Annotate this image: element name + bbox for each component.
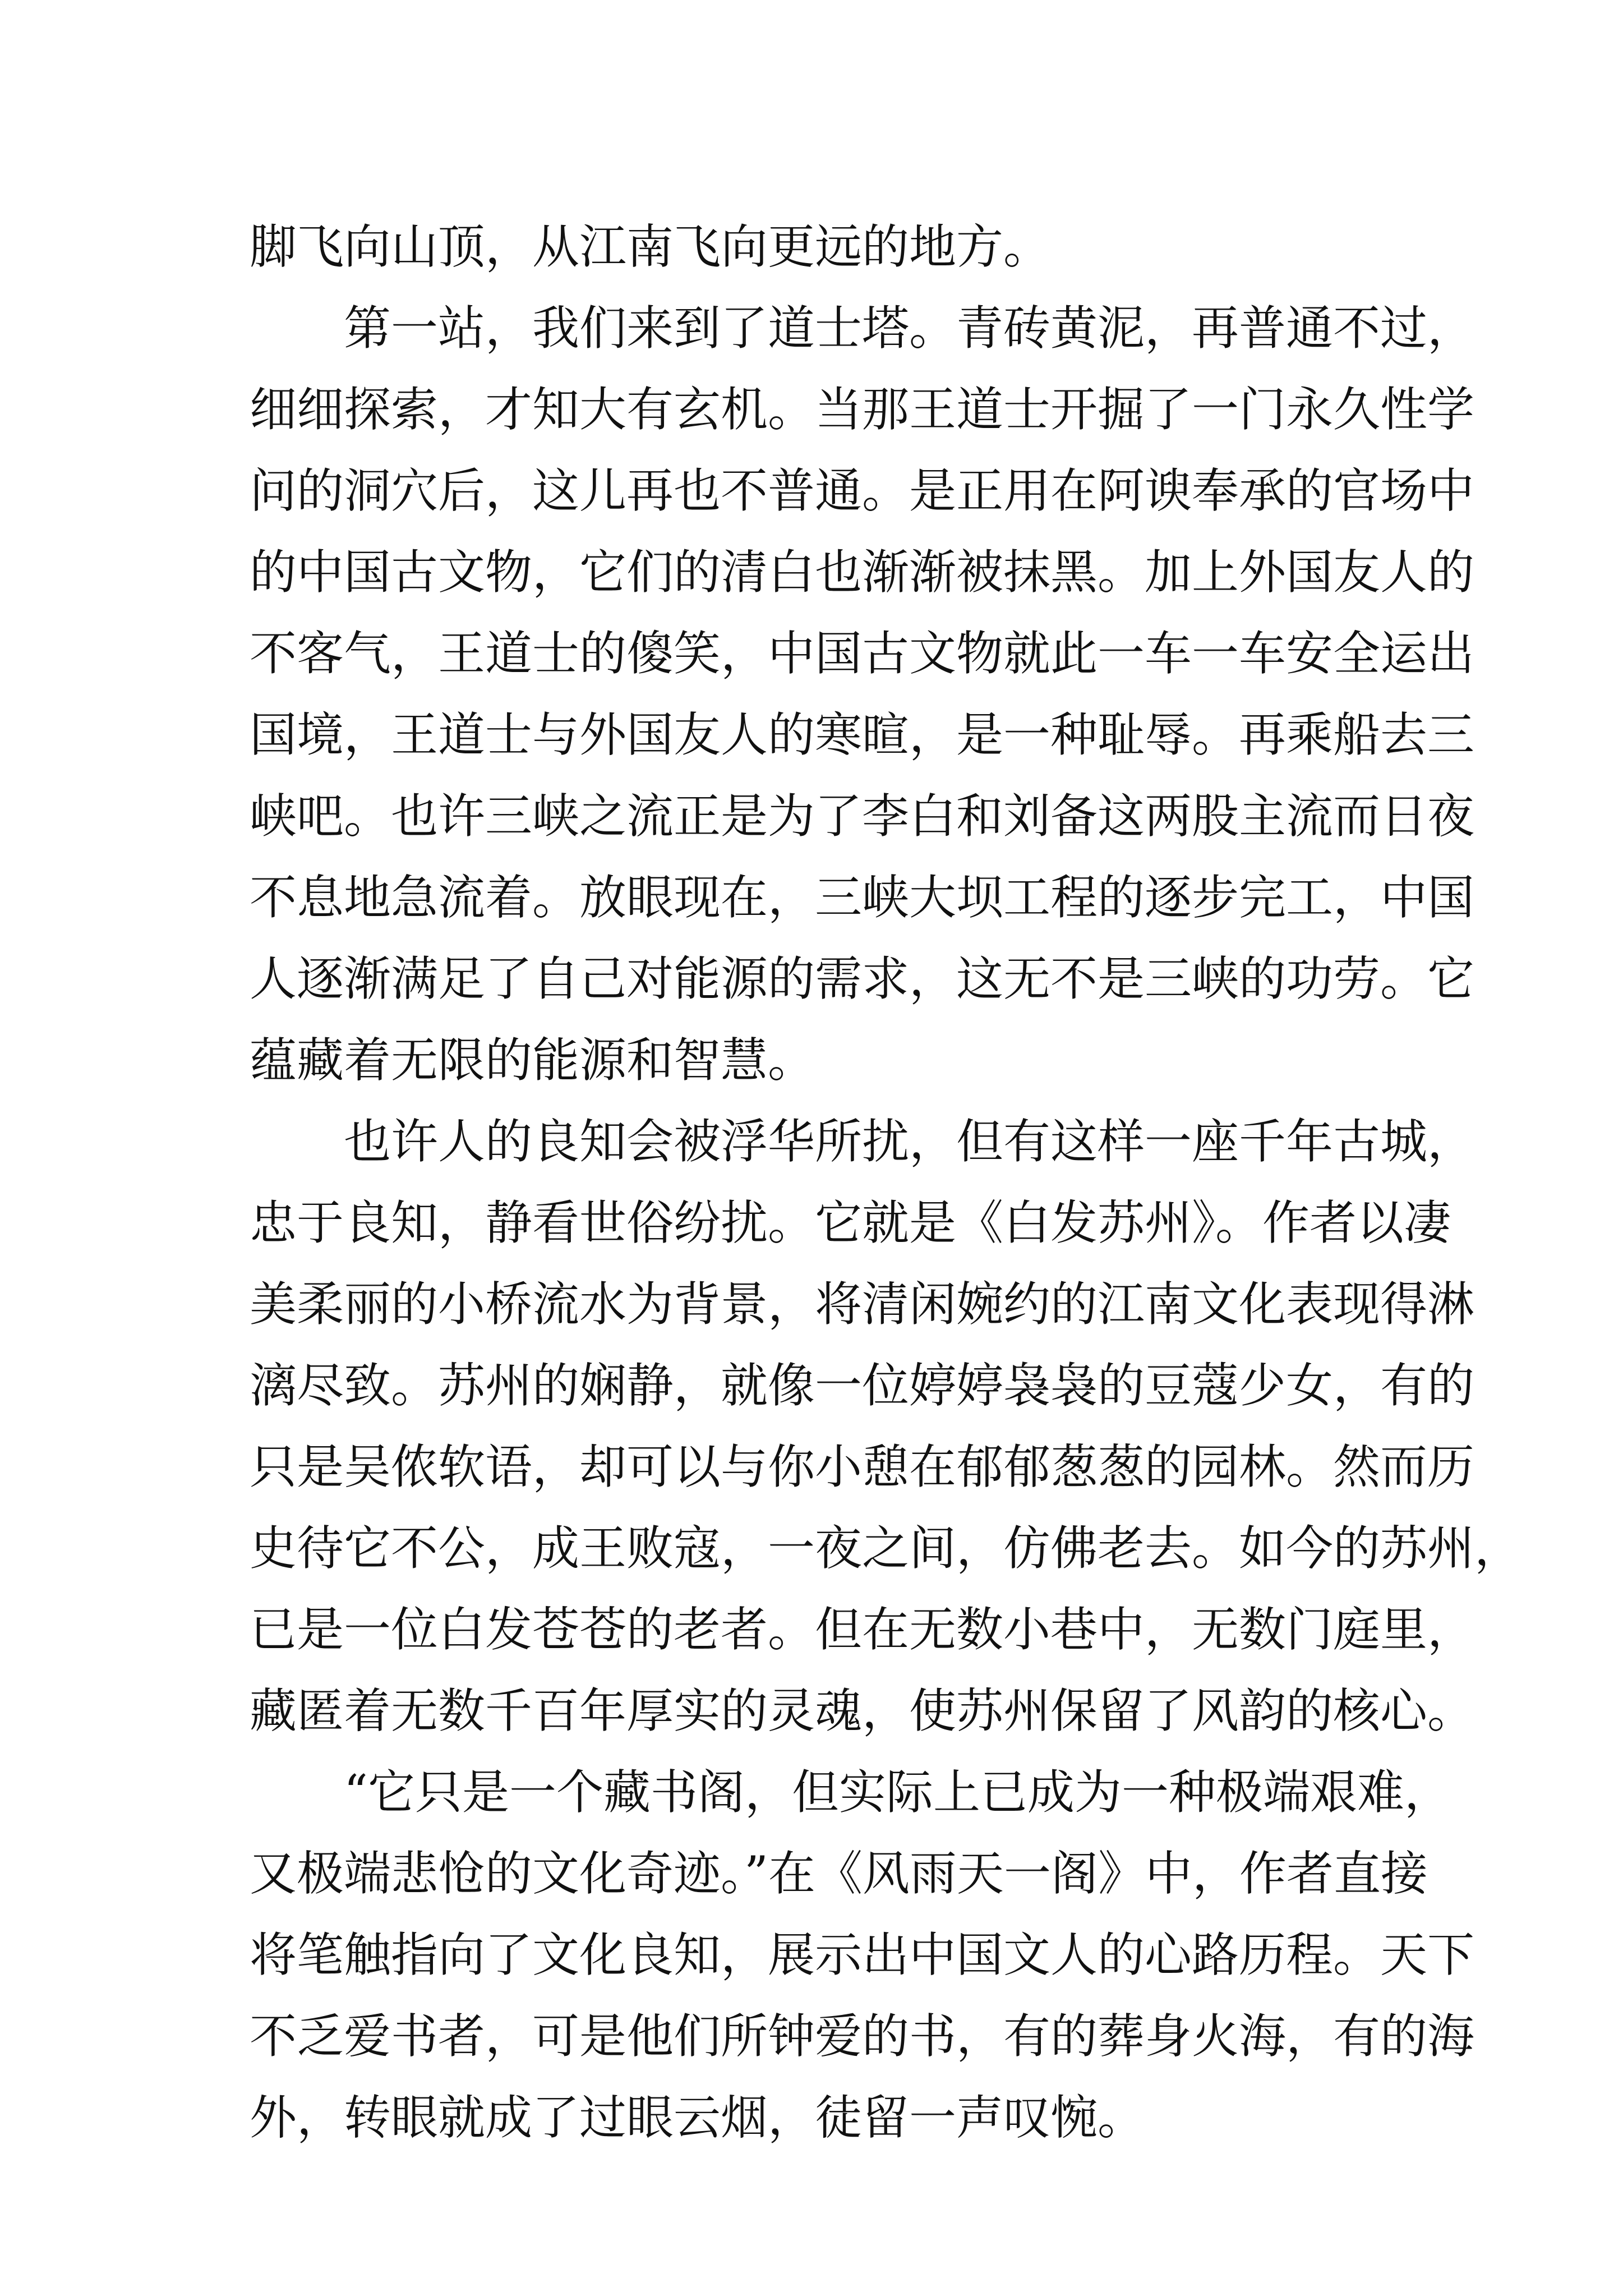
text-line: 的中国古文物，它们的清白也渐渐被抹黑。加上外国友人的 <box>250 545 1475 600</box>
text-line: 藏匿着无数千百年厚实的灵魂，使苏州保留了风韵的核心。 <box>250 1683 1475 1738</box>
text-line: 外，转眼就成了过眼云烟，徒留一声叹惋。 <box>250 2090 1145 2145</box>
text-line: 忠于良知，静看世俗纷扰。它就是《白发苏州》。作者以凄 <box>250 1195 1451 1250</box>
text-line: 只是吴侬软语，却可以与你小憩在郁郁葱葱的园林。然而历 <box>250 1439 1475 1494</box>
text-line: 问的洞穴后，这儿再也不普通。是正用在阿谀奉承的官场中 <box>250 463 1475 518</box>
text-line: 将笔触指向了文化良知，展示出中国文人的心路历程。天下 <box>250 1927 1475 1982</box>
text-line: 不息地急流着。放眼现在，三峡大坝工程的逐步完工，中国 <box>250 870 1475 925</box>
text-line: 美柔丽的小桥流水为背景，将清闲婉约的江南文化表现得淋 <box>250 1277 1475 1332</box>
text-line: 国境，王道士与外国友人的寒暄，是一种耻辱。再乘船去三 <box>250 707 1475 762</box>
text-line: 已是一位白发苍苍的老者。但在无数小巷中，无数门庭里， <box>250 1602 1475 1657</box>
text-line: 史待它不公，成王败寇，一夜之间，仿佛老去。如今的苏州， <box>250 1521 1522 1576</box>
text-line: 峡吧。也许三峡之流正是为了李白和刘备这两股主流而日夜 <box>250 789 1475 844</box>
text-line: 人逐渐满足了自己对能源的需求，这无不是三峡的功劳。它 <box>250 951 1475 1006</box>
paragraph-first-line: “它只是一个藏书阁，但实际上已成为一种极端艰难， <box>344 1765 1451 1820</box>
text-line: 细细探索，才知大有玄机。当那王道士开掘了一门永久性学 <box>250 382 1475 437</box>
text-line: 不乏爱书者，可是他们所钟爱的书，有的葬身火海，有的海 <box>250 2009 1475 2064</box>
text-line: 漓尽致。苏州的娴静，就像一位婷婷袅袅的豆蔻少女，有的 <box>250 1358 1475 1413</box>
text-line: 不客气，王道士的傻笑，中国古文物就此一车一车安全运出 <box>250 626 1475 681</box>
text-line: 脚飞向山顶，从江南飞向更远的地方。 <box>250 219 1051 274</box>
paragraph-first-line: 第一站，我们来到了道士塔。青砖黄泥，再普通不过， <box>344 301 1475 356</box>
text-line: 蕴藏着无限的能源和智慧。 <box>250 1033 815 1088</box>
text-line: 又极端悲怆的文化奇迹。”在《风雨天一阁》中，作者直接 <box>250 1846 1428 1901</box>
body-text <box>250 206 1522 2159</box>
paragraph-first-line: 也许人的良知会被浮华所扰，但有这样一座千年古城， <box>344 1114 1475 1169</box>
